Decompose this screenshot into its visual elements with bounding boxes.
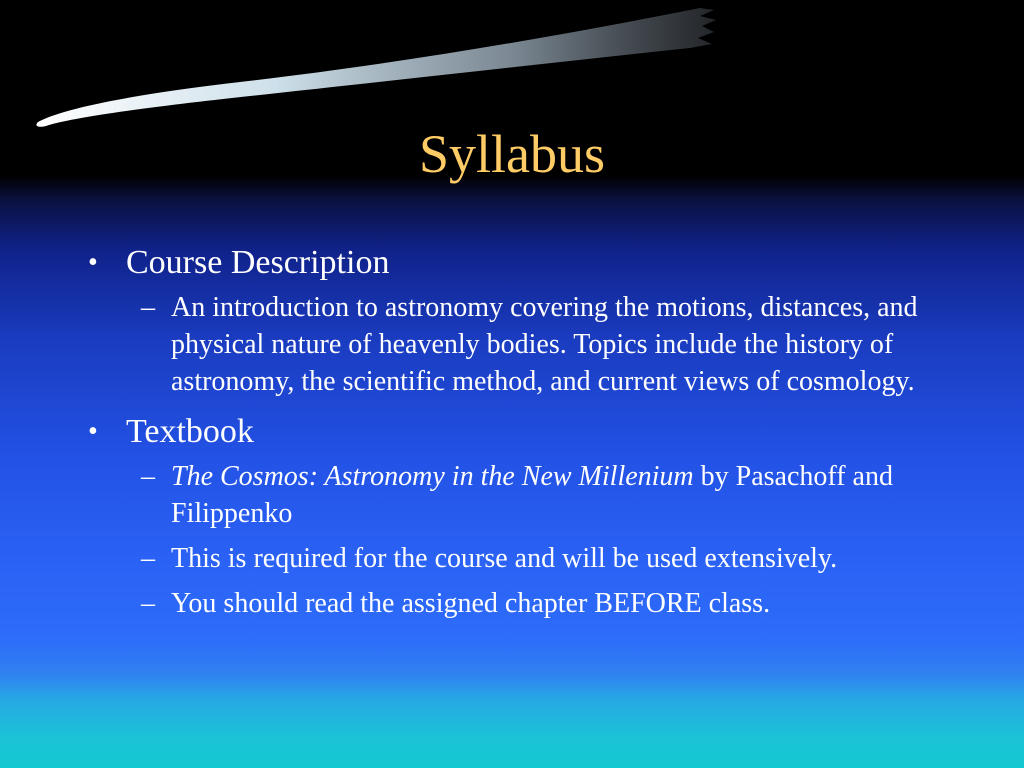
slide-title: Syllabus (418, 124, 606, 184)
bullet-textbook (86, 412, 936, 452)
slide-body (86, 243, 936, 630)
sub-bullet-text: An introduction to astronomy covering the motions, distances, and physical nature of heavenly bodies. Topics include the history of astronomy, the scientific method, and current views of cosmology. (171, 292, 918, 397)
dash-glyph: – (141, 543, 155, 574)
bullet-course-description (86, 243, 936, 283)
bullet-glyph: • (88, 416, 98, 447)
sub-bullet-text: This is required for the course and will be used extensively. (171, 543, 838, 574)
book-title: The Cosmos: Astronomy in the New Millenium (171, 461, 694, 492)
bullet-heading: Course Description (126, 244, 390, 281)
dash-glyph: – (141, 292, 155, 323)
sub-bullet-textbook-title (126, 458, 936, 532)
sub-bullet-description (126, 289, 936, 400)
book-authors: by Pasachoff and Filippenko (171, 461, 893, 529)
bullet-glyph: • (88, 247, 98, 278)
sub-bullet-read-before-class (126, 585, 936, 622)
dash-glyph: – (141, 461, 155, 492)
sub-bullet-required (126, 540, 936, 577)
dash-glyph: – (141, 588, 155, 619)
bullet-heading: Textbook (126, 413, 254, 450)
sub-bullet-text: You should read the assigned chapter BEFORE class. (171, 588, 771, 619)
